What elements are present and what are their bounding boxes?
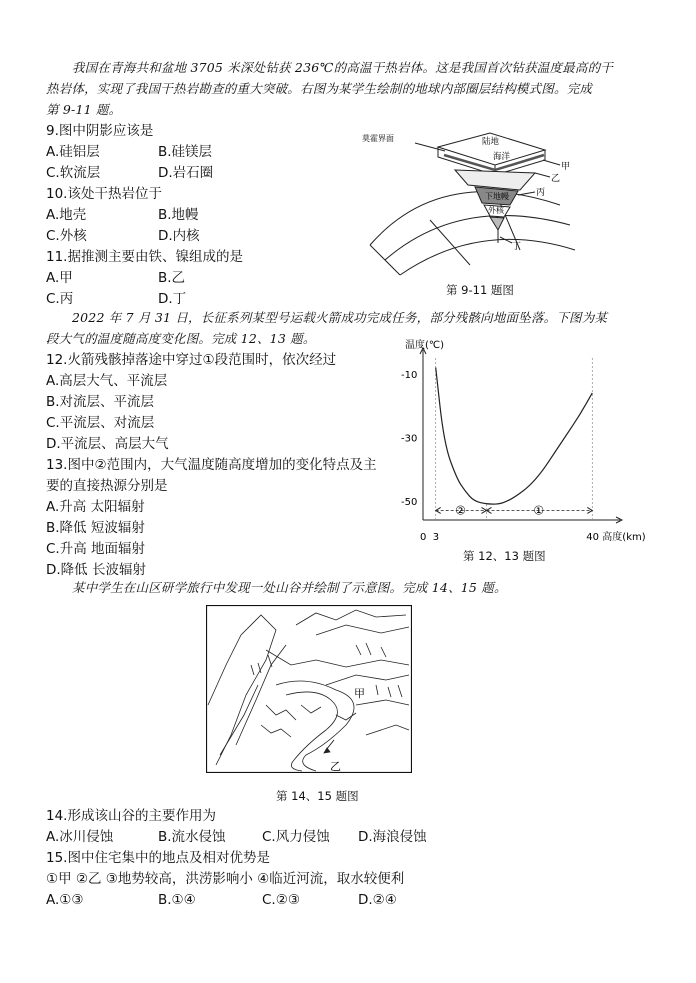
intro-paragraph-1-line-1: 我国在青海共和盆地 3705 米深处钻获 236℃的高温干热岩体。这是我国首次钻获温度最高的干: [72, 60, 613, 75]
label-bing: 丙: [536, 188, 546, 198]
question-13-stem-line-1: 13.图中②范围内，大气温度随高度增加的变化特点及主: [46, 457, 377, 473]
question-15-statements: ①甲 ②乙 ③地势较高，洪涝影响小 ④临近河流，取水较便利: [46, 871, 405, 887]
valley-label-jia: 甲: [354, 687, 365, 700]
question-13-option-a: A.升高 太阳辐射: [46, 499, 145, 515]
valley-label-yi: 乙: [330, 760, 341, 773]
question-9-option-d: D.岩石圈: [158, 165, 214, 181]
intro-paragraph-3: 某中学生在山区研学旅行中发现一处山谷并绘制了示意图。完成 14、15 题。: [72, 580, 507, 595]
question-15-option-b: B.①④: [158, 892, 196, 908]
y-axis-label: 温度(℃): [405, 340, 445, 351]
question-10-stem: 10.该处干热岩位于: [46, 186, 162, 202]
question-15-option-a: A.①③: [46, 892, 84, 908]
question-9-option-a: A.硅铝层: [46, 144, 100, 160]
label-lower-mantle: 下地幔: [485, 192, 509, 201]
figure-9-11-caption: 第 9-11 题图: [446, 283, 514, 297]
question-11-option-c: C.丙: [46, 291, 74, 307]
segment-label: ②: [455, 503, 466, 518]
question-14-option-a: A.冰川侵蚀: [46, 829, 114, 845]
question-10-option-b: B.地幔: [158, 207, 199, 223]
x-tick-label: 3: [432, 532, 440, 543]
question-11-option-d: D.丁: [158, 291, 187, 307]
earth-layers-figure: [360, 125, 580, 285]
label-land: 陆地: [482, 137, 500, 147]
question-9-option-c: C.软流层: [46, 165, 101, 181]
label-ocean: 海洋: [493, 152, 511, 162]
question-14-option-b: B.流水侵蚀: [158, 829, 226, 845]
temperature-altitude-chart: [395, 338, 685, 563]
question-14-option-d: D.海浪侵蚀: [358, 829, 427, 845]
question-12-option-c: C.平流层、对流层: [46, 415, 155, 431]
question-13-option-c: C.升高 地面辐射: [46, 541, 146, 557]
intro-paragraph-1-line-3: 第 9-11 题。: [46, 102, 122, 117]
question-13-option-d: D.降低 长波辐射: [46, 562, 146, 578]
question-10-option-c: C.外核: [46, 228, 87, 244]
x-tick-label: 0: [420, 532, 427, 543]
question-11-stem: 11.据推测主要由铁、镍组成的是: [46, 249, 243, 265]
question-12-option-a: A.高层大气、平流层: [46, 373, 168, 389]
intro-paragraph-2-line-1: 2022 年 7 月 31 日，长征系列某型号运载火箭成功完成任务，部分残骸向地面坠落。下图为某: [72, 310, 608, 325]
question-13-option-b: B.降低 短波辐射: [46, 520, 145, 536]
label-ding: 丁: [512, 242, 522, 252]
intro-paragraph-1-line-2: 热岩体，实现了我国干热岩勘查的重大突破。右图为某学生绘制的地球内部圈层结构模式图。完成: [46, 81, 593, 96]
question-9-option-b: B.硅镁层: [158, 144, 213, 160]
x-axis-label: 高度(km): [602, 532, 646, 543]
question-15-option-c: C.②③: [262, 892, 300, 908]
temperature-curve: [436, 368, 593, 505]
question-10-option-d: D.内核: [158, 228, 200, 244]
question-12-stem: 12.火箭残骸掉落途中穿过①段范围时，依次经过: [46, 352, 337, 368]
question-15-stem: 15.图中住宅集中的地点及相对优势是: [46, 850, 270, 866]
figure-12-13-caption: 第 12、13 题图: [463, 549, 546, 563]
label-yi: 乙: [551, 174, 561, 184]
y-tick-label: -10: [401, 369, 418, 381]
figure-14-15-caption: 第 14、15 题图: [276, 789, 359, 803]
question-12-option-d: D.平流层、高层大气: [46, 436, 169, 452]
label-outer-core: 外核: [488, 206, 504, 215]
y-tick-label: -50: [401, 496, 418, 508]
question-14-option-c: C.风力侵蚀: [262, 829, 330, 845]
y-tick-label: -30: [401, 433, 418, 445]
question-14-stem: 14.形成该山谷的主要作用为: [46, 808, 216, 824]
question-13-stem-line-2: 要的直接热源分别是: [46, 478, 168, 494]
question-11-option-a: A.甲: [46, 270, 73, 286]
question-11-option-b: B.乙: [158, 270, 186, 286]
question-12-option-b: B.对流层、平流层: [46, 394, 155, 410]
label-jia: 甲: [561, 162, 571, 172]
segment-label: ①: [533, 503, 545, 518]
intro-paragraph-2-line-2: 段大气的温度随高度变化图。完成 12、13 题。: [46, 331, 316, 346]
question-10-option-a: A.地壳: [46, 207, 87, 223]
question-9-stem: 9.图中阴影应该是: [46, 123, 154, 139]
x-tick-label: 40: [586, 532, 600, 543]
label-moho: 莫霍界面: [362, 134, 394, 143]
valley-sketch-figure: [206, 605, 412, 773]
question-15-option-d: D.②④: [358, 892, 397, 908]
